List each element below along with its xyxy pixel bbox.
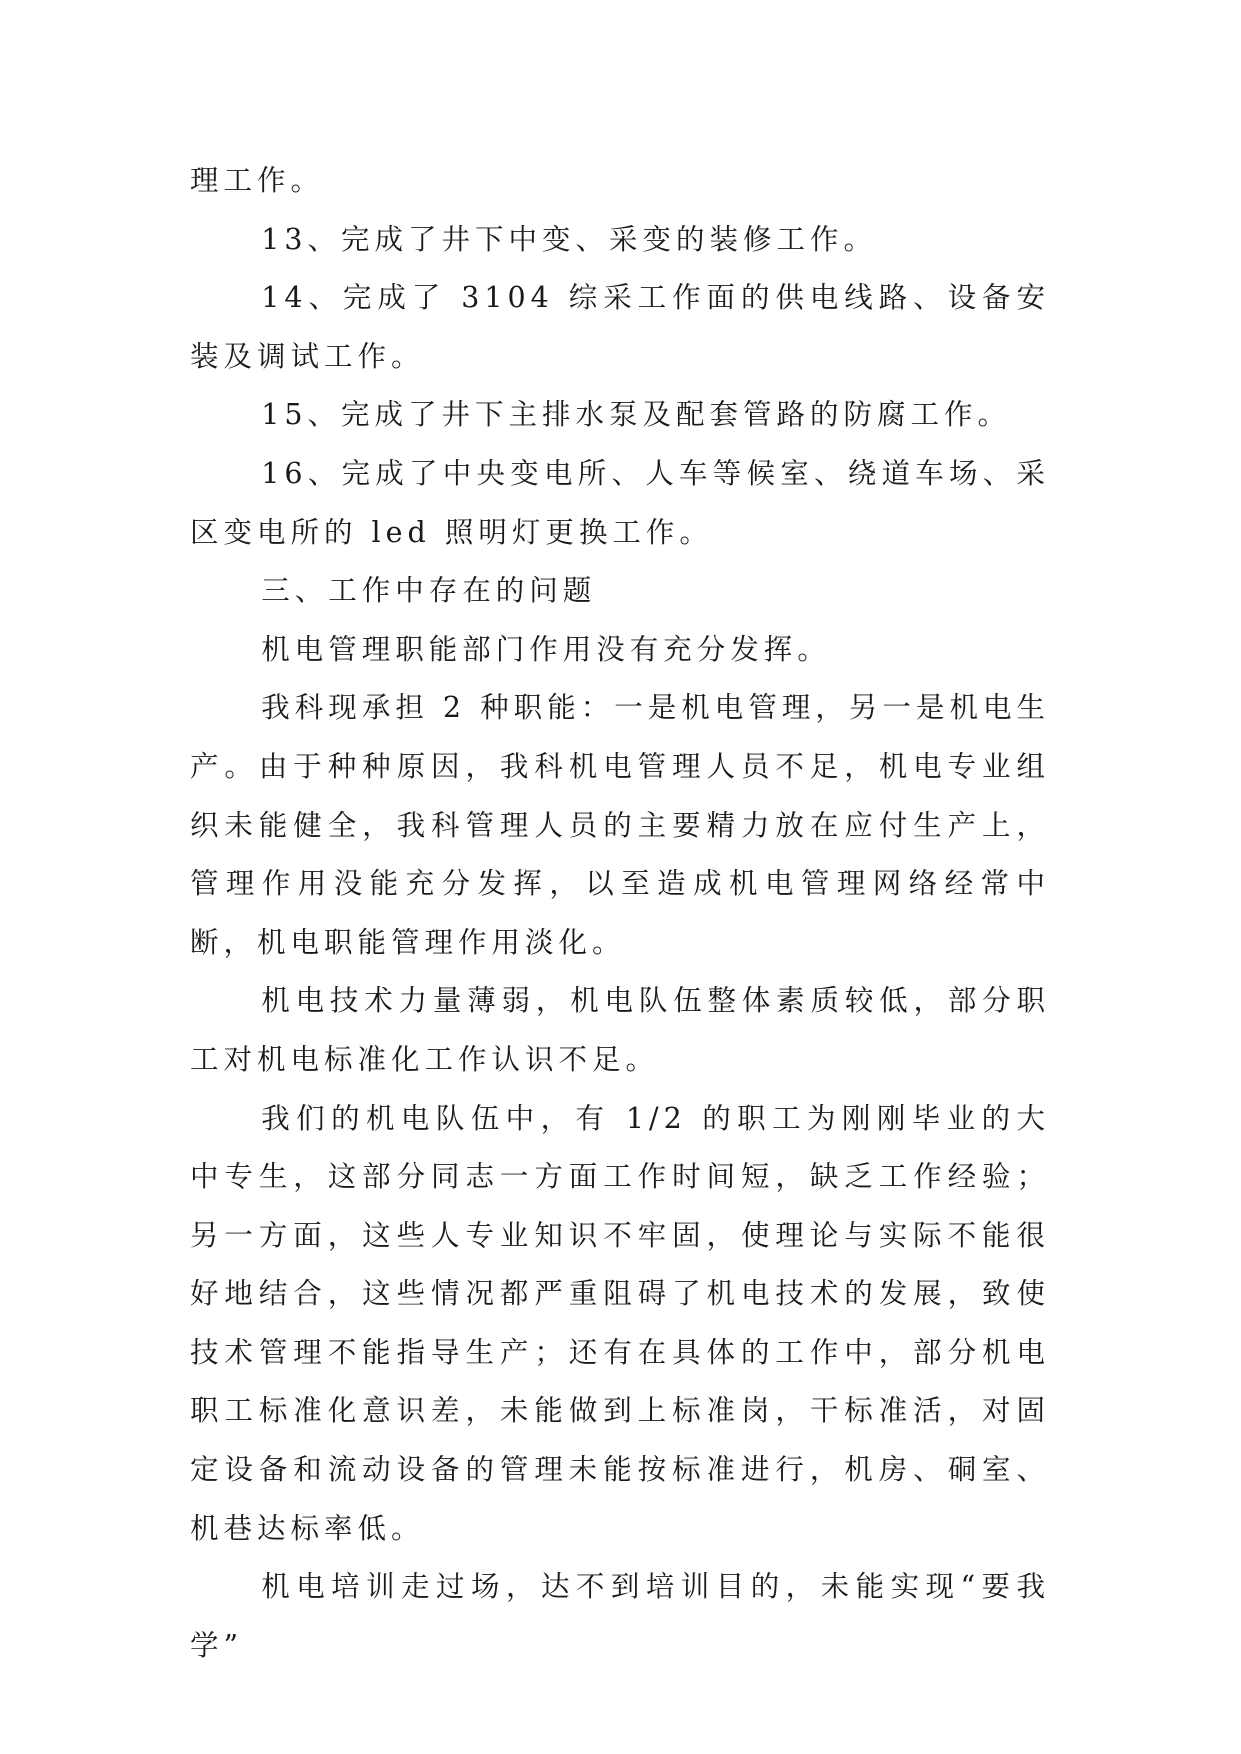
paragraph: 16、完成了中央变电所、人车等候室、绕道车场、采区变电所的 led 照明灯更换工作。 xyxy=(190,456,1050,549)
document-body xyxy=(190,152,1050,1675)
paragraph: 15、完成了井下主排水泵及配套管路的防腐工作。 xyxy=(261,398,1012,432)
paragraph: 机电培训走过场，达不到培训目的，未能实现“要我学” xyxy=(190,1570,1050,1662)
section-heading: 三、工作中存在的问题 xyxy=(261,574,597,608)
paragraph: 理工作。 xyxy=(190,164,325,197)
paragraph: 13、完成了井下中变、采变的装修工作。 xyxy=(261,222,878,256)
paragraph: 14、完成了 3104 综采工作面的供电线路、设备安装及调试工作。 xyxy=(190,281,1050,373)
paragraph: 我科现承担 2 种职能：一是机电管理，另一是机电生产。由于种种原因，我科机电管理人员不足，机电专业组织未能健全，我科管理人员的主要精力放在应付生产上，管理作用没能充分发挥，以至造成机电管理网络经常中断，机电职能管理作用淡化。 xyxy=(190,691,1050,959)
paragraph: 机电管理职能部门作用没有充分发挥。 xyxy=(261,632,831,666)
paragraph: 我们的机电队伍中，有 1/2 的职工为刚刚毕业的大中专生，这部分同志一方面工作时间短，缺乏工作经验；另一方面，这些人专业知识不牢固，使理论与实际不能很好地结合，这些情况都严重阻碍了机电技术的发展，致使技术管理不能指导生产；还有在具体的工作中，部分机电职工标准化意识差，未能做到上标准岗，干标准活，对固定设备和流动设备的管理未能按标准进行，机房、硐室、机巷达标率低。 xyxy=(190,1101,1050,1545)
paragraph: 机电技术力量薄弱，机电队伍整体素质较低，部分职工对机电标准化工作认识不足。 xyxy=(190,984,1050,1076)
